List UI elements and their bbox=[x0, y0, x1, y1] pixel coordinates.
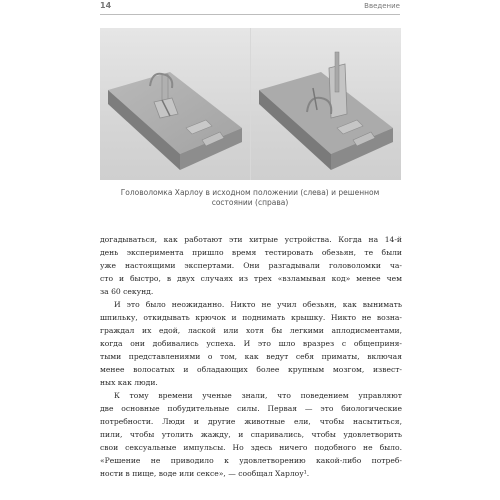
caption-line: Головоломка Харлоу в исходном положении (слева) и решенном bbox=[120, 188, 380, 197]
text-line: шпильку, откидывать крючок и поднимать крышку. Никто не возна- bbox=[100, 313, 402, 322]
text-line: свои сексуальные импульсы. Но здесь ничего подобного не было. bbox=[100, 443, 402, 452]
puzzle-initial-image bbox=[100, 28, 250, 180]
page-number: 14 bbox=[100, 1, 112, 10]
figure-caption bbox=[112, 188, 388, 208]
running-head: Введение bbox=[364, 2, 400, 10]
text-line: И это было неожиданно. Никто не учил обезьян, как вынимать bbox=[114, 300, 402, 309]
text-line: день эксперимента пришло время тестировать обезьян, те были bbox=[100, 248, 402, 257]
text-line: ных как люди. bbox=[100, 378, 158, 387]
body-text bbox=[100, 233, 402, 480]
text-line: пили, чтобы утолить жажду, и спаривались, чтобы удовлетворить bbox=[100, 430, 402, 439]
text-line: «Решение не приводило к удовлетворению какой-либо потреб- bbox=[100, 456, 402, 465]
text-line: две основные побудительные силы. Первая — это биологические bbox=[100, 404, 402, 413]
text-line: ности в пище, воде или сексе», — сообщал Харлоу¹. bbox=[100, 469, 310, 478]
puzzle-figure bbox=[100, 28, 401, 180]
paragraph-2 bbox=[100, 298, 402, 389]
page-header bbox=[100, 0, 400, 15]
paragraph-1 bbox=[100, 233, 402, 298]
text-line: когда они добивались успеха. И это шло вразрез с общеприня- bbox=[100, 339, 402, 348]
caption-line: состоянии (справа) bbox=[211, 198, 289, 207]
puzzle-solved-image bbox=[251, 28, 401, 180]
text-line: К тому времени ученые знали, что поведением управляют bbox=[114, 391, 402, 400]
text-line: менее волосатых и обладающих более крупным мозгом, извест- bbox=[100, 365, 402, 374]
text-line: за 60 секунд. bbox=[100, 287, 154, 296]
text-line: догадываться, как работают эти хитрые устройства. Когда на 14-й bbox=[100, 235, 402, 244]
paragraph-3 bbox=[100, 389, 402, 480]
text-line: сто и быстро, в двух случаях из трех «взламывая код» менее чем bbox=[100, 274, 402, 283]
text-line: тыми представлениями о том, как ведут себя приматы, включая bbox=[100, 352, 402, 361]
text-line: граждал их едой, лаской или хотя бы легкими аплодисментами, bbox=[100, 326, 402, 335]
text-line: уже настоящими экспертами. Они разгадывали головоломки ча- bbox=[100, 261, 402, 270]
text-line: потребности. Люди и другие животные ели, чтобы насытиться, bbox=[100, 417, 402, 426]
